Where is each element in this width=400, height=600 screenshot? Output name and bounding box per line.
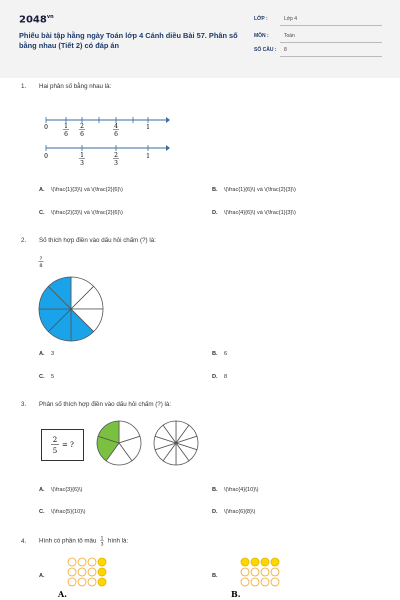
fraction-denominator: 3 (100, 542, 104, 547)
circle-grid-a (68, 558, 106, 586)
question-3 (21, 401, 171, 408)
pie-circle (39, 277, 103, 341)
dot-circle (261, 578, 269, 586)
dot-circle (271, 558, 279, 566)
q3-option-b[interactable] (212, 487, 259, 493)
question-text: Phân số thích hợp điền vào dấu hỏi chấm (?) là: (39, 401, 172, 408)
tick-label: 4 (114, 123, 118, 130)
question-number: 1. (21, 83, 27, 90)
dot-circle (88, 568, 96, 576)
q1-option-a[interactable] (39, 187, 123, 193)
dot-circle (78, 558, 86, 566)
dot-circle (78, 568, 86, 576)
dot-circle (88, 558, 96, 566)
dot-circle (98, 558, 106, 566)
tick-label: 2 (114, 152, 118, 159)
question-1 (21, 83, 111, 90)
option-text: \(\frac{3}{6}\) (51, 487, 83, 493)
q2-option-d[interactable] (212, 374, 227, 380)
q3-option-d[interactable] (212, 509, 255, 515)
dot-circle (98, 578, 106, 586)
fraction-denominator: 8 (39, 263, 43, 269)
question-text: Hai phân số bằng nhau là: (39, 83, 112, 90)
tick-label: 0 (44, 153, 48, 160)
question-number: 3. (21, 401, 27, 408)
dot-circle (241, 568, 249, 576)
q4-circles-b (229, 555, 305, 600)
option-text: 5 (51, 374, 55, 380)
option-text: 8 (224, 374, 228, 380)
q4-option-a[interactable] (39, 573, 51, 579)
dot-circle (241, 578, 249, 586)
question-number: 2. (21, 237, 27, 244)
tick-label: 3 (80, 160, 84, 167)
option-letter: A. (39, 351, 45, 357)
tick-label: 1 (146, 124, 150, 131)
figure-label: B. (231, 589, 241, 599)
dot-circle (98, 568, 106, 576)
q3-pie-figures (96, 419, 202, 469)
logo-number: 2048 (19, 14, 47, 26)
dot-circle (88, 578, 96, 586)
meta-class (254, 14, 382, 26)
meta-subject (254, 31, 382, 43)
question-4 (21, 535, 128, 547)
option-text: \(\frac{1}{3}\) và \(\frac{2}{6}\) (51, 187, 123, 193)
q2-fraction (36, 254, 50, 270)
subject-label: MÔN : (254, 33, 269, 39)
option-text: 6 (224, 351, 228, 357)
option-letter: A. (39, 487, 45, 493)
question-text: Hình có phần tô màu (39, 537, 97, 545)
option-letter: B. (212, 351, 218, 357)
option-letter: B. (212, 187, 218, 193)
count-value: 8 (284, 47, 287, 53)
option-letter: D. (212, 210, 218, 216)
class-label: LỚP : (254, 16, 268, 22)
option-text: \(\frac{4}{10}\) (224, 487, 259, 493)
tick-label: 1 (64, 123, 68, 130)
meta-count (254, 45, 382, 57)
count-underline (280, 56, 382, 57)
subject-value: Toán (284, 33, 295, 39)
dot-circle (251, 558, 259, 566)
option-letter: A. (39, 187, 45, 193)
fraction-denominator: 5 (52, 447, 58, 455)
tick-label: 2 (80, 123, 84, 130)
dot-circle (261, 558, 269, 566)
question-2 (21, 237, 156, 244)
pie-circle-right (154, 421, 198, 465)
dot-circle (271, 568, 279, 576)
inline-fraction (98, 535, 106, 547)
q2-pie-figure (36, 274, 106, 344)
tick-label: 6 (80, 131, 84, 138)
question-text: Số thích hợp điền vào dấu hỏi chấm (?) là: (39, 237, 156, 244)
dot-circle (241, 558, 249, 566)
tick-label: 6 (114, 131, 118, 138)
dot-circle (68, 558, 76, 566)
class-underline (280, 25, 382, 26)
class-value: Lớp 4 (284, 16, 298, 22)
tick-label: 0 (44, 124, 48, 131)
option-letter: C. (39, 210, 45, 216)
option-text: \(\frac{5}{10}\) (51, 509, 86, 515)
option-text: \(\frac{2}{3}\) và \(\frac{2}{6}\) (51, 210, 123, 216)
header (0, 0, 400, 78)
dot-circle (251, 578, 259, 586)
dot-circle (261, 568, 269, 576)
question-text-end: hình là: (107, 537, 129, 545)
option-letter: B. (212, 487, 218, 493)
count-label: SỐ CÂU : (254, 47, 277, 53)
option-text: \(\frac{6}{8}\) (224, 509, 256, 515)
number-lines-figure (36, 110, 176, 178)
tick-label: 1 (80, 152, 84, 159)
q4-option-b[interactable] (212, 573, 224, 579)
tick-label: 6 (64, 131, 68, 138)
site-logo[interactable] (19, 14, 54, 25)
figure-label: A. (58, 589, 67, 599)
logo-suffix: vn (46, 14, 54, 20)
tick-label: 1 (146, 153, 150, 160)
q2-option-c[interactable] (39, 374, 54, 380)
q2-option-b[interactable] (212, 351, 227, 357)
option-text: 3 (51, 351, 55, 357)
option-letter: D. (212, 374, 218, 380)
q3-option-a[interactable] (39, 487, 82, 493)
dot-circle (68, 578, 76, 586)
q1-option-c[interactable] (39, 210, 123, 216)
q2-option-a[interactable] (39, 351, 54, 357)
subject-underline (280, 42, 382, 43)
q1-option-b[interactable] (212, 187, 296, 193)
dot-circle (68, 568, 76, 576)
tick-label: 3 (114, 160, 118, 167)
q3-option-c[interactable] (39, 509, 86, 515)
option-letter: A. (39, 573, 45, 579)
equals-question: = ? (62, 441, 74, 449)
fraction-numerator: 1 (100, 536, 104, 542)
option-letter: B. (212, 573, 218, 579)
q1-option-d[interactable] (212, 210, 296, 216)
arrow-icon (166, 117, 170, 123)
fraction-numerator: 2 (52, 436, 58, 444)
arrow-icon (166, 145, 170, 151)
dot-circle (271, 578, 279, 586)
option-text: \(\frac{1}{6}\) và \(\frac{2}{3}\) (224, 187, 296, 193)
option-letter: D. (212, 509, 218, 515)
q4-circles-a (56, 555, 132, 600)
option-text: \(\frac{4}{6}\) và \(\frac{1}{3}\) (224, 210, 296, 216)
option-letter: C. (39, 509, 45, 515)
question-number: 4. (21, 537, 27, 545)
pie-circle-left (97, 421, 141, 465)
q3-fraction-box (41, 429, 84, 461)
q3-fraction-svg (42, 430, 83, 460)
circle-grid-b (241, 558, 279, 586)
option-letter: C. (39, 374, 45, 380)
page-title: Phiếu bài tập hằng ngày Toán lớp 4 Cánh diều Bài 57. Phân số bằng nhau (Tiết 2) có đáp án (19, 31, 238, 50)
dot-circle (251, 568, 259, 576)
dot-circle (78, 578, 86, 586)
fraction-numerator: ? (39, 256, 43, 262)
